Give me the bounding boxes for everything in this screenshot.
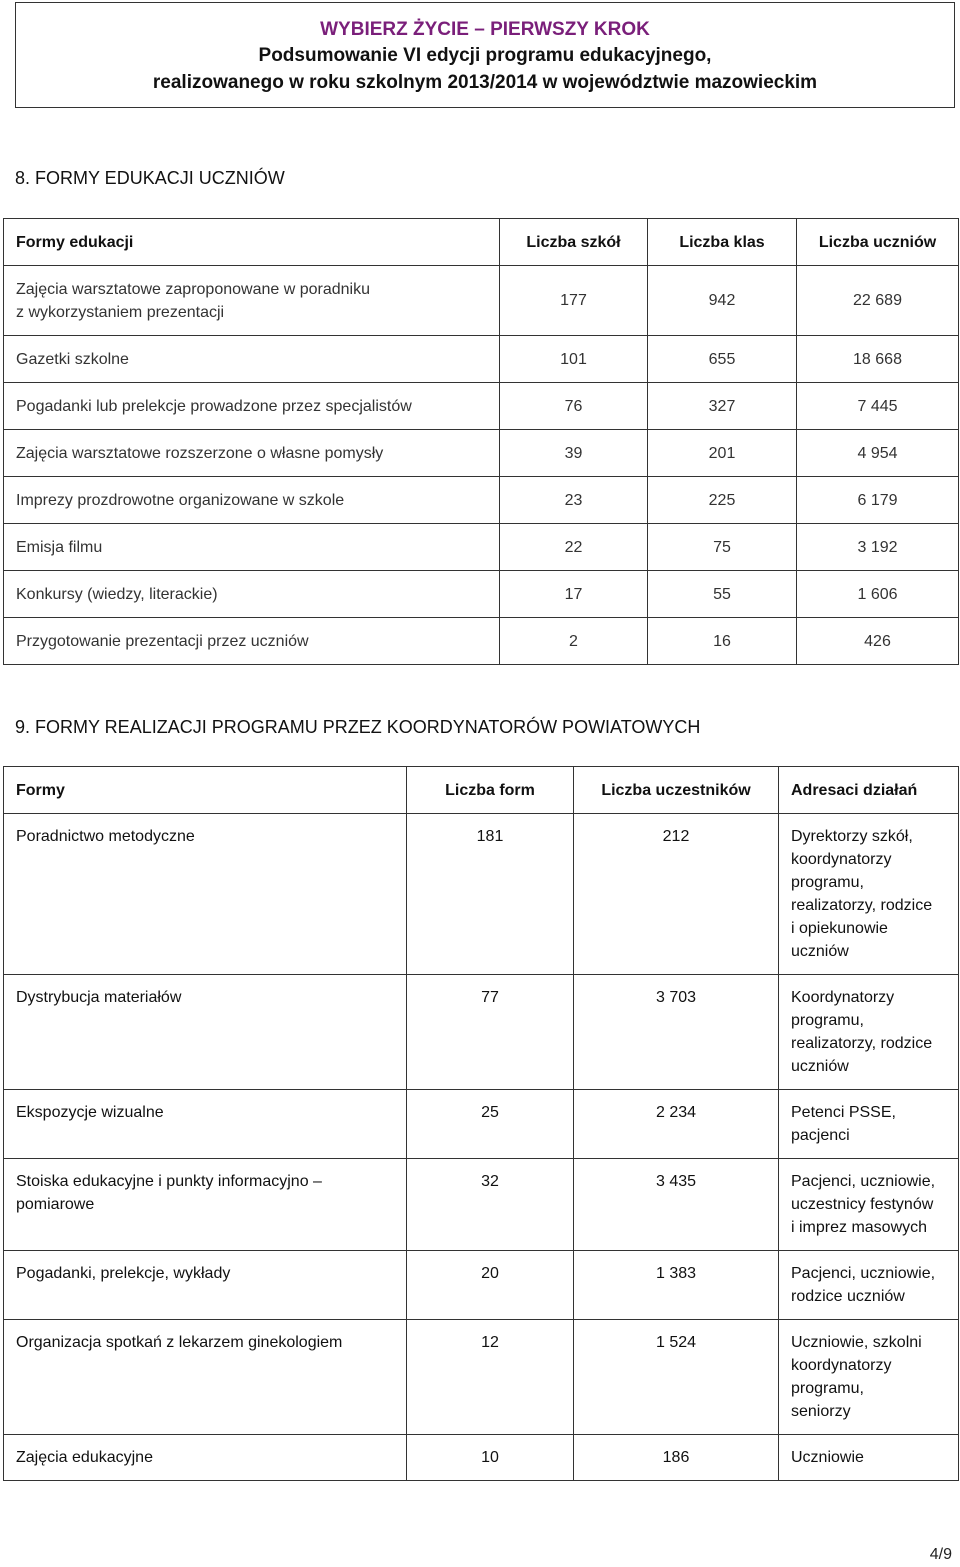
number-cell: 75 [648,524,797,571]
number-cell: 942 [648,266,797,336]
table-row [4,1090,959,1159]
table-row [4,1435,959,1481]
number-cell: 10 [407,1435,574,1481]
table-header-row [4,767,959,814]
form-name-cell: Organizacja spotkań z lekarzem ginekologiem [4,1320,407,1435]
text-cell: Petenci PSSE, pacjenci [779,1090,959,1159]
text-cell: Pacjenci, uczniowie, uczestnicy festynów i imprez masowych [779,1159,959,1251]
column-header: Liczba uczestników [574,767,779,814]
text-cell: Dyrektorzy szkół, koordynatorzy programu, realizatorzy, rodzice i opiekunowie uczniów [779,814,959,975]
column-header: Formy [4,767,407,814]
number-cell: 177 [500,266,648,336]
table-row [4,430,959,477]
number-cell: 1 524 [574,1320,779,1435]
column-header: Liczba uczniów [797,219,959,266]
number-cell: 655 [648,336,797,383]
form-name-cell: Zajęcia edukacyjne [4,1435,407,1481]
form-name-cell: Poradnictwo metodyczne [4,814,407,975]
number-cell: 3 192 [797,524,959,571]
form-name-cell: Ekspozycje wizualne [4,1090,407,1159]
column-header: Adresaci działań [779,767,959,814]
number-cell: 101 [500,336,648,383]
table-row [4,383,959,430]
number-cell: 22 689 [797,266,959,336]
table-row [4,336,959,383]
number-cell: 6 179 [797,477,959,524]
form-name-cell: Zajęcia warsztatowe rozszerzone o własne pomysły [4,430,500,477]
number-cell: 4 954 [797,430,959,477]
number-cell: 1 383 [574,1251,779,1320]
column-header: Liczba szkół [500,219,648,266]
coordinator-forms-table [3,766,959,1481]
table-row [4,1251,959,1320]
form-name-cell: Stoiska edukacyjne i punkty informacyjno – pomiarowe [4,1159,407,1251]
number-cell: 18 668 [797,336,959,383]
number-cell: 20 [407,1251,574,1320]
number-cell: 181 [407,814,574,975]
number-cell: 12 [407,1320,574,1435]
program-title: WYBIERZ ŻYCIE – PIERWSZY KROK [320,19,650,40]
table-row [4,266,959,336]
number-cell: 186 [574,1435,779,1481]
document-header [15,2,955,108]
column-header: Liczba form [407,767,574,814]
number-cell: 25 [407,1090,574,1159]
table-row [4,477,959,524]
number-cell: 76 [500,383,648,430]
form-name-cell: Przygotowanie prezentacji przez uczniów [4,618,500,665]
page-number: 4/9 [929,1546,952,1563]
number-cell: 426 [797,618,959,665]
form-name-cell: Zajęcia warsztatowe zaproponowane w poradniku z wykorzystaniem prezentacji [4,266,500,336]
table-row [4,1320,959,1435]
summary-subtitle-line1: Podsumowanie VI edycji programu edukacyjnego, [258,45,712,66]
table-row [4,618,959,665]
number-cell: 2 [500,618,648,665]
text-cell: Koordynatorzy programu, realizatorzy, rodzice uczniów [779,975,959,1090]
form-name-cell: Konkursy (wiedzy, literackie) [4,571,500,618]
number-cell: 3 703 [574,975,779,1090]
form-name-cell: Imprezy prozdrowotne organizowane w szkole [4,477,500,524]
form-name-cell: Emisja filmu [4,524,500,571]
number-cell: 3 435 [574,1159,779,1251]
number-cell: 16 [648,618,797,665]
number-cell: 2 234 [574,1090,779,1159]
table-row [4,1159,959,1251]
number-cell: 17 [500,571,648,618]
text-cell: Pacjenci, uczniowie, rodzice uczniów [779,1251,959,1320]
number-cell: 7 445 [797,383,959,430]
form-name-cell: Pogadanki, prelekcje, wykłady [4,1251,407,1320]
text-cell: Uczniowie [779,1435,959,1481]
form-name-cell: Dystrybucja materiałów [4,975,407,1090]
table-row [4,814,959,975]
column-header: Formy edukacji [4,219,500,266]
table-header-row [4,219,959,266]
number-cell: 77 [407,975,574,1090]
text-cell: Uczniowie, szkolni koordynatorzy programu, seniorzy [779,1320,959,1435]
number-cell: 201 [648,430,797,477]
summary-subtitle-line2: realizowanego w roku szkolnym 2013/2014 w województwie mazowieckim [152,72,818,93]
column-header: Liczba klas [648,219,797,266]
form-name-cell: Pogadanki lub prelekcje prowadzone przez specjalistów [4,383,500,430]
number-cell: 327 [648,383,797,430]
number-cell: 23 [500,477,648,524]
number-cell: 39 [500,430,648,477]
section-9-title: 9. FORMY REALIZACJI PROGRAMU PRZEZ KOORDYNATORÓW POWIATOWYCH [15,717,701,737]
number-cell: 32 [407,1159,574,1251]
number-cell: 55 [648,571,797,618]
form-name-cell: Gazetki szkolne [4,336,500,383]
education-forms-table [3,218,959,665]
number-cell: 22 [500,524,648,571]
table-row [4,524,959,571]
number-cell: 225 [648,477,797,524]
table-row [4,975,959,1090]
section-8-title: 8. FORMY EDUKACJI UCZNIÓW [15,168,285,188]
table-row [4,571,959,618]
number-cell: 1 606 [797,571,959,618]
number-cell: 212 [574,814,779,975]
